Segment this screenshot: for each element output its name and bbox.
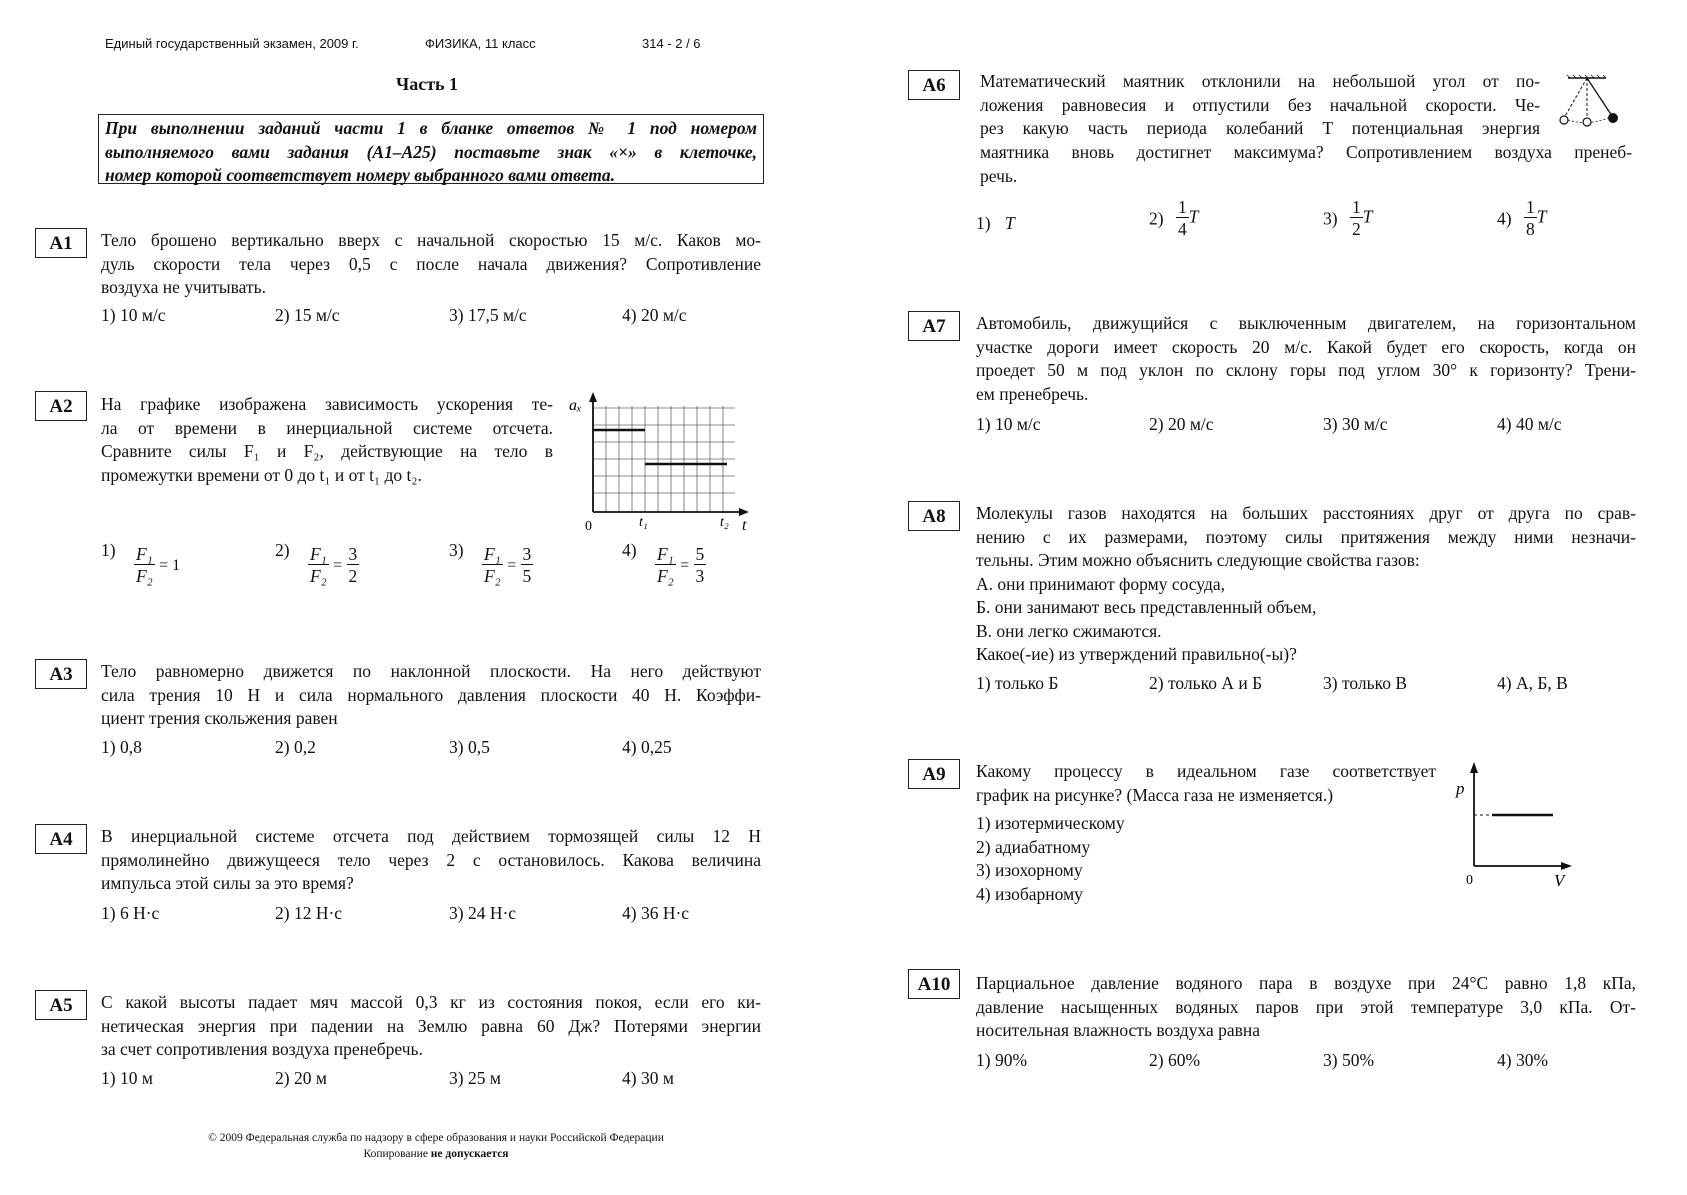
statement-question: Какое(-ие) из утверждений правильно(-ы)?: [976, 644, 1297, 664]
y-axis-arrow: [589, 392, 597, 402]
answer-option: 3) 50%: [1323, 1050, 1375, 1070]
y-axis-arrow: [1470, 762, 1478, 773]
graph-origin: 0: [585, 519, 592, 534]
graph-y-label: aₓ: [569, 397, 582, 414]
answer-option: 3) $\frac{\text{F₁}}{\text{F₂}}$ = $\frac{3}{5}$: [449, 540, 532, 587]
answer-option: 1) 10 м: [101, 1068, 153, 1088]
answer-option: 4) 40 м/с: [1497, 414, 1562, 434]
question-number-a1: A1: [35, 228, 87, 258]
question-text-a8: Молекулы газов находятся на больших расстояниях друг от друга по срав- нению с их размерами, поэтому силы притяжения между ними незначи- тельны. Этим можно объяснить следующие свойства газов: А. они принимают форму сосуда, Б. они занимают весь представленный объем, В. они легко сжимаются. Какое(-ие) из утверждений правильно(-ы)?: [976, 502, 1636, 667]
question-number-a10: A10: [908, 969, 960, 999]
instruction-line: выполняемого вами задания (А1–А25) поставьте знак «×» в клеточке,: [105, 141, 757, 162]
header-exam: Единый государственный экзамен, 2009 г.: [105, 36, 359, 51]
question-text-a1: Тело брошено вертикально вверх с начальной скоростью 15 м/с. Каков мо- дуль скорости тела через 0,5 с после начала движения? Сопротивление воздуха не учитывать.: [101, 230, 761, 297]
answer-option: 2) 20 м/с: [1149, 414, 1214, 434]
answer-option: 2) адиабатному: [976, 836, 1091, 857]
answer-option: 1) 10 м/с: [976, 414, 1041, 434]
question-text-a9: Какому процессу в идеальном газе соответствует график на рисунке? (Масса газа не изменяется.): [976, 761, 1436, 805]
question-text-a10: Парциальное давление водяного пара в воздухе при 24°С равно 1,8 кПа, давление насыщенных водяных паров при этой температуре 3,0 кПа. От- носительная влажность воздуха равна: [976, 973, 1636, 1040]
answer-option: 4) $\frac{\text{F₁}}{\text{F₂}}$ = $\frac{5}{3}$: [622, 540, 705, 587]
answer-option: 2) $\frac{1}{4}$ T: [1149, 197, 1199, 239]
answer-option: 4) 30%: [1497, 1050, 1549, 1070]
answer-option: 2) $\frac{\text{F₁}}{\text{F₂}}$ = $\frac{3}{2}$: [275, 540, 358, 587]
question-number-a4: A4: [35, 824, 87, 854]
answer-option: 3) 0,5: [449, 737, 490, 757]
question-number-a2: A2: [35, 391, 87, 421]
answer-option: 4) 20 м/с: [622, 305, 687, 325]
answer-option: 4) 0,25: [622, 737, 672, 757]
answer-option: 1) $\frac{\text{F₁}}{\text{F₂}}$ = 1: [101, 540, 181, 587]
answer-option: 1) 90%: [976, 1050, 1028, 1070]
answer-option: 2) 60%: [1149, 1050, 1201, 1070]
answer-option: 4) 30 м: [622, 1068, 674, 1088]
instruction-line: При выполнении заданий части 1 в бланке ответов № 1 под номером: [105, 118, 757, 138]
answer-option: 1) только Б: [976, 673, 1059, 693]
question-number-a8: A8: [908, 501, 960, 531]
question-text-a3: Тело равномерно движется по наклонной плоскости. На него действуют сила трения 10 Н и сила нормального давления плоскости 40 Н. Коэффи- циент трения скольжения равен: [101, 661, 761, 728]
question-number-a5: A5: [35, 990, 87, 1020]
answer-option: 1) 0,8: [101, 737, 142, 757]
answer-option: 4) А, Б, В: [1497, 673, 1568, 693]
graph-x-label: V: [1554, 871, 1565, 890]
question-number-a7: A7: [908, 311, 960, 341]
answer-option: 2) 20 м: [275, 1068, 327, 1088]
answer-option: 1) 6 Н·с: [101, 903, 160, 923]
header-page: 314 - 2 / 6: [642, 36, 701, 51]
answer-option: 2) 0,2: [275, 737, 316, 757]
question-text-a6-cont: маятника вновь достигнет максимума? Сопротивлением воздуха пренеб- речь.: [980, 142, 1632, 186]
answer-option: 3) 17,5 м/с: [449, 305, 527, 325]
answer-option: 3) только В: [1323, 673, 1408, 693]
question-text-a7: Автомобиль, движущийся с выключенным двигателем, на горизонтальном участке дороги имеет скорость 20 м/с. Какой будет его скорость, когда он проедет 50 м под уклон по склону горы под углом 30° к горизонту? Трени- ем пренебречь.: [976, 313, 1636, 404]
acceleration-graph: [565, 392, 755, 534]
statement-item: Б. они занимают весь представленный объем,: [976, 597, 1317, 617]
pendulum-icon: [1558, 74, 1624, 130]
answer-option: 1) изотермическому: [976, 813, 1125, 833]
instruction-box: [98, 114, 764, 184]
pv-graph: [1452, 760, 1582, 890]
answer-option: 3) 30 м/с: [1323, 414, 1388, 434]
question-text-a6: Математический маятник отклонили на небольшой угол от по- ложения равновесия и отпустили без начальной скорости. Че- рез какую часть периода колебаний T потенциальная энергия: [980, 71, 1540, 138]
question-number-a3: A3: [35, 659, 87, 689]
answer-option: 4) 36 Н·с: [622, 903, 690, 923]
answer-list-a9: [976, 812, 1276, 906]
answer-option: 1) T: [976, 213, 1015, 233]
question-number-a9: A9: [908, 759, 960, 789]
header-subject: ФИЗИКА, 11 класс: [425, 36, 536, 51]
x-axis-arrow: [1561, 862, 1572, 870]
statement-item: В. они легко сжимаются.: [976, 620, 1162, 641]
question-text-a4: В инерциальной системе отсчета под действием тормозящей силы 12 Н прямолинейно движущееся тело через 2 с остановилось. Какова величина импульса этой силы за это время?: [101, 826, 761, 893]
footer: [168, 1130, 704, 1162]
answer-option: 2) только А и Б: [1149, 673, 1263, 693]
answer-option: 3) 25 м: [449, 1068, 501, 1088]
answer-option: 1) 10 м/с: [101, 305, 166, 325]
question-text-a5: С какой высоты падает мяч массой 0,3 кг из состояния покоя, если его ки- нетическая энергия при падении на Землю равна 60 Дж? Потерями энергии за счет сопротивления воздуха пренебречь.: [101, 992, 761, 1059]
question-number-a6: A6: [908, 70, 960, 100]
part-title: Часть 1: [396, 74, 459, 94]
answer-option: 4) $\frac{1}{8}$ T: [1497, 197, 1547, 239]
footer-copyright: © 2009 Федеральная служба по надзору в сфере образования и науки Российской Федерации: [208, 1132, 664, 1144]
graph-t2: t₂: [720, 515, 729, 530]
graph-y-label: p: [1456, 779, 1465, 798]
answer-option: 2) 15 м/с: [275, 305, 340, 325]
graph-x-label: t: [742, 517, 747, 534]
instruction-line: номер которой соответствует номеру выбранного вами ответа.: [105, 165, 616, 185]
answer-option: 3) 24 Н·с: [449, 903, 517, 923]
footer-copy-notice: Копирование не допускается: [363, 1148, 509, 1160]
answer-option: 4) изобарному: [976, 883, 1083, 904]
answer-option: 3) изохорному: [976, 860, 1083, 880]
x-axis-arrow: [739, 508, 749, 516]
graph-grid: [593, 406, 735, 512]
graph-origin: 0: [1466, 873, 1473, 888]
question-text-a2: На графике изображена зависимость ускорения те- ла от времени в инерциальной системе отсчета. Сравните силы F₁ и F₂, действующие на тело в промежутки времени от 0 до t₁ и от t₁ до t₂.: [101, 394, 553, 485]
graph-t1: t₁: [639, 515, 648, 530]
statement-item: А. они принимают форму сосуда,: [976, 573, 1225, 594]
answer-option: 3) $\frac{1}{2}$ T: [1323, 197, 1373, 239]
answer-option: 2) 12 Н·с: [275, 903, 343, 923]
